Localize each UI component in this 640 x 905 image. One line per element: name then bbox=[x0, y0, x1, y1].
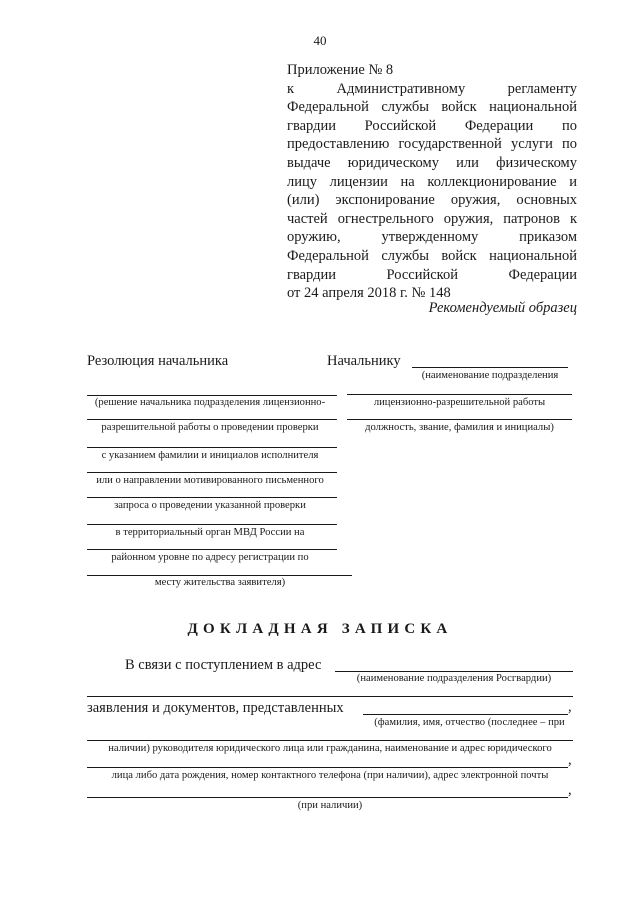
resolution-heading: Резолюция начальника bbox=[87, 353, 229, 369]
body-full-line bbox=[87, 797, 568, 798]
appendix-line: гвардии Российской Федерации bbox=[287, 266, 577, 283]
body-hint-2a: (фамилия, имя, отчество (последнее – при bbox=[374, 717, 565, 728]
appendix-line: частей огнестрельного оружия, патронов к bbox=[287, 210, 577, 227]
resolution-hint: (решение начальника подразделения лицензионно- bbox=[94, 397, 326, 408]
resolution-hint: районном уровне по адресу регистрации по bbox=[111, 552, 309, 563]
appendix-line: от 24 апреля 2018 г. № 148 bbox=[287, 285, 451, 302]
appendix-line: выдаче юридическому или физическому bbox=[287, 154, 577, 171]
appendix-line: Приложение № 8 bbox=[287, 62, 394, 78]
body-full-line bbox=[87, 696, 573, 697]
recommended-sample-label: Рекомендуемый образец bbox=[428, 300, 577, 316]
resolution-hint: или о направлении мотивированного письменного bbox=[96, 475, 324, 486]
body-full-line bbox=[87, 767, 568, 768]
resolution-line bbox=[87, 419, 337, 420]
appendix-line: Федеральной службы войск национальной bbox=[287, 247, 577, 264]
document-title: ДОКЛАДНАЯ ЗАПИСКА bbox=[187, 621, 453, 637]
addressee-line bbox=[347, 394, 572, 395]
addressee-label: Начальнику bbox=[327, 353, 401, 369]
addressee-line bbox=[347, 419, 572, 420]
addressee-hint: (наименование подразделения bbox=[421, 370, 559, 381]
resolution-hint: месту жительства заявителя) bbox=[154, 577, 286, 588]
body-hint-2b: наличии) руководителя юридического лица или гражданина, наименование и адрес юридического bbox=[108, 743, 552, 754]
body-hint-1: (наименование подразделения Росгвардии) bbox=[356, 673, 552, 684]
body-line-2: заявления и документов, представленных bbox=[87, 700, 344, 716]
addressee-hint: лицензионно-разрешительной работы bbox=[373, 397, 546, 408]
appendix-line: (или) экспонирование оружия, основных bbox=[287, 192, 577, 209]
appendix-line: гвардии Российской Федерации по bbox=[287, 117, 577, 134]
body-line-1-blank bbox=[335, 671, 573, 672]
appendix-line: к Административному регламенту bbox=[287, 80, 577, 97]
resolution-hint: в территориальный орган МВД России на bbox=[115, 527, 305, 538]
page-number: 40 bbox=[313, 33, 327, 48]
resolution-line bbox=[87, 395, 337, 396]
body-line-1: В связи с поступлением в адрес bbox=[125, 657, 322, 673]
resolution-hint: разрешительной работы о проведении проверки bbox=[101, 422, 319, 433]
appendix-line: оружию, утвержденному приказом bbox=[287, 229, 577, 246]
resolution-line bbox=[87, 575, 352, 576]
body-full-line bbox=[87, 740, 573, 741]
resolution-line bbox=[87, 524, 337, 525]
body-hint-2c: лица либо дата рождения, номер контактного телефона (при наличии), адрес электронной почты bbox=[111, 770, 549, 781]
resolution-line bbox=[87, 472, 337, 473]
addressee-hint: должность, звание, фамилия и инициалы) bbox=[365, 422, 554, 433]
body-comma: , bbox=[568, 782, 572, 798]
resolution-hint: с указанием фамилии и инициалов исполнителя bbox=[101, 450, 319, 461]
body-comma: , bbox=[568, 752, 572, 768]
appendix-line: Федеральной службы войск национальной bbox=[287, 99, 577, 116]
body-comma: , bbox=[568, 699, 572, 715]
resolution-hint: запроса о проведении указанной проверки bbox=[114, 500, 306, 511]
resolution-line bbox=[87, 497, 337, 498]
appendix-line: предоставлению государственной услуги по bbox=[287, 136, 577, 153]
resolution-line bbox=[87, 447, 337, 448]
body-hint-2d: (при наличии) bbox=[297, 800, 363, 811]
appendix-line: лицу лицензии на коллекционирование и bbox=[287, 173, 577, 190]
appendix-header bbox=[287, 61, 577, 303]
resolution-line bbox=[87, 549, 337, 550]
body-line-2-blank bbox=[363, 714, 568, 715]
addressee-line bbox=[412, 367, 568, 368]
